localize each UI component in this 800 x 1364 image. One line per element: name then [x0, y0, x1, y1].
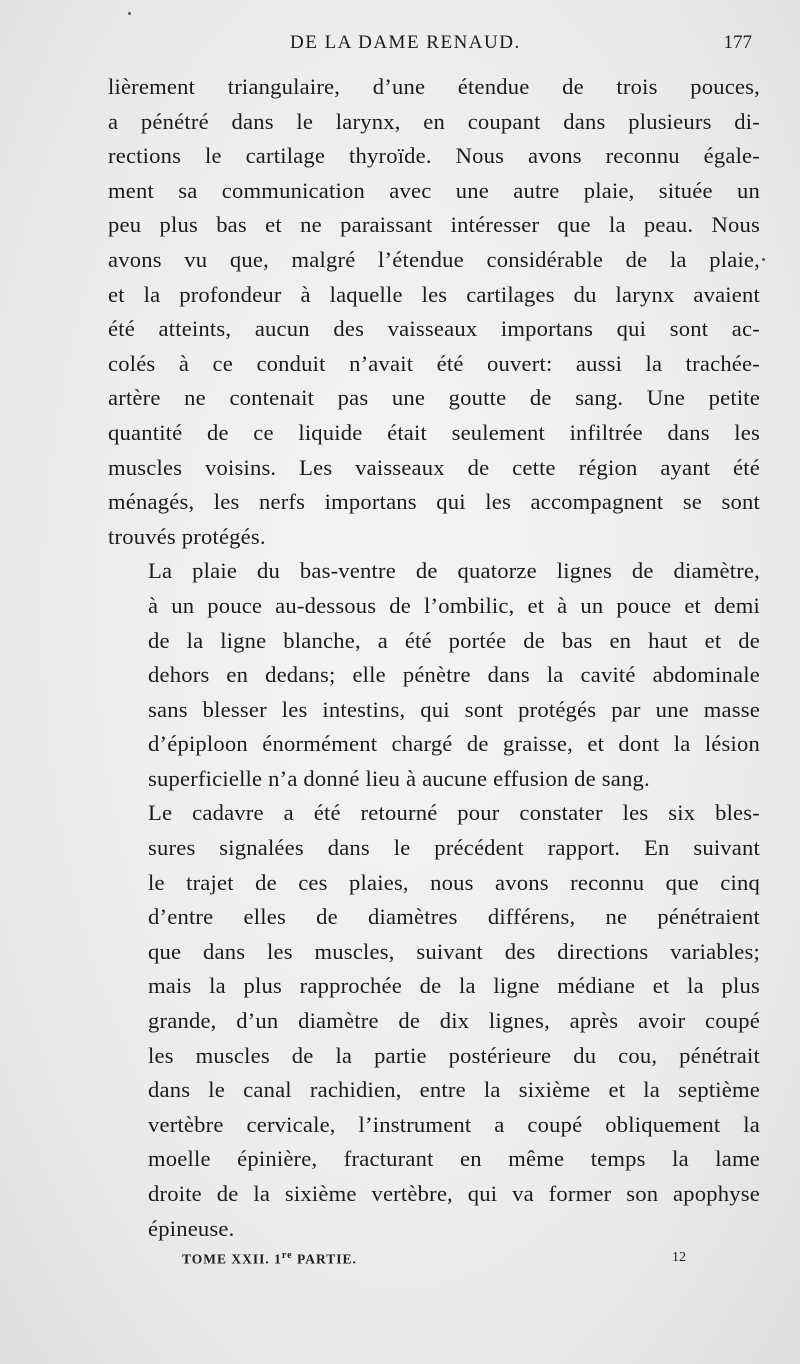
text-line: été atteints, aucun des vaisseaux importans qui sont ac-: [108, 316, 760, 342]
text-line: trouvés protégés.: [108, 523, 266, 549]
text-line: superficielle n’a donné lieu à aucune effusion de sang.: [148, 765, 650, 791]
text-line: sures signalées dans le précédent rapport. En suivant: [148, 835, 760, 861]
text-line: ménagés, les nerfs importans qui les accompagnent se sont: [108, 489, 760, 515]
text-line: que dans les muscles, suivant des directions variables;: [148, 938, 760, 964]
text-line: les muscles de la partie postérieure du cou, pénétrait: [148, 1042, 760, 1068]
signature-suffix: PARTIE.: [292, 1251, 357, 1267]
text-line: épineuse.: [148, 1215, 235, 1241]
text-line: grande, d’un diamètre de dix lignes, après avoir coupé: [148, 1008, 760, 1034]
text-line: ment sa communication avec une autre plaie, située un: [108, 177, 760, 203]
page-number: 177: [723, 32, 752, 53]
text-line: dans le canal rachidien, entre la sixième et la septième: [148, 1077, 760, 1103]
ink-speck: [762, 258, 765, 261]
text-line: et la profondeur à laquelle les cartilages du larynx avaient: [108, 281, 760, 307]
signature-superscript: re: [281, 1250, 293, 1261]
running-title: DE LA DAME RENAUD.: [290, 32, 521, 53]
text-line: le trajet de ces plaies, nous avons reconnu que cinq: [148, 869, 760, 895]
text-line: droite de la sixième vertèbre, qui va former son apophyse: [148, 1181, 760, 1206]
text-line: lièrement triangulaire, d’une étendue de trois pouces,: [108, 74, 760, 99]
signature-prefix: TOME XXII. 1: [182, 1251, 282, 1267]
body-text: [108, 70, 760, 1246]
text-line: dehors en dedans; elle pénètre dans la cavité abdominale: [148, 662, 760, 688]
paragraph: [108, 70, 760, 554]
text-line: mais la plus rapprochée de la ligne médiane et la plus: [148, 973, 760, 999]
text-line: peu plus bas et ne paraissant intéresser que la peau. Nous: [108, 212, 760, 238]
text-line: a pénétré dans le larynx, en coupant dans plusieurs di-: [108, 108, 760, 134]
text-line: à un pouce au-dessous de l’ombilic, et à un pouce et demi: [148, 592, 760, 618]
page-header: [0, 30, 800, 64]
text-line: avons vu que, malgré l’étendue considérable de la plaie,: [108, 246, 760, 272]
text-line: de la ligne blanche, a été portée de bas en haut et de: [148, 627, 760, 653]
text-line: colés à ce conduit n’avait été ouvert: aussi la trachée-: [108, 350, 760, 376]
text-line: La plaie du bas-ventre de quatorze lignes de diamètre,: [148, 558, 760, 584]
text-line: moelle épinière, fracturant en même temps la lame: [148, 1146, 760, 1172]
text-line: sans blesser les intestins, qui sont protégés par une masse: [148, 696, 760, 722]
text-line: muscles voisins. Les vaisseaux de cette région ayant été: [108, 454, 760, 480]
ink-speck: [128, 12, 131, 15]
paragraph: [108, 796, 760, 1246]
text-line: rections le cartilage thyroïde. Nous avons reconnu égale-: [108, 143, 760, 169]
text-line: d’épiploon énormément chargé de graisse, et dont la lésion: [148, 731, 760, 757]
signature-mark: [182, 1250, 357, 1268]
sheet-number: 12: [672, 1250, 686, 1265]
page-footer: [0, 1250, 800, 1280]
text-line: quantité de ce liquide était seulement infiltrée dans les: [108, 419, 760, 445]
text-line: vertèbre cervicale, l’instrument a coupé obliquement la: [148, 1111, 760, 1137]
text-line: d’entre elles de diamètres différens, ne pénétraient: [148, 904, 760, 930]
text-line: Le cadavre a été retourné pour constater les six bles-: [148, 800, 760, 826]
text-line: artère ne contenait pas une goutte de sang. Une petite: [108, 385, 760, 411]
paragraph: [108, 554, 760, 796]
